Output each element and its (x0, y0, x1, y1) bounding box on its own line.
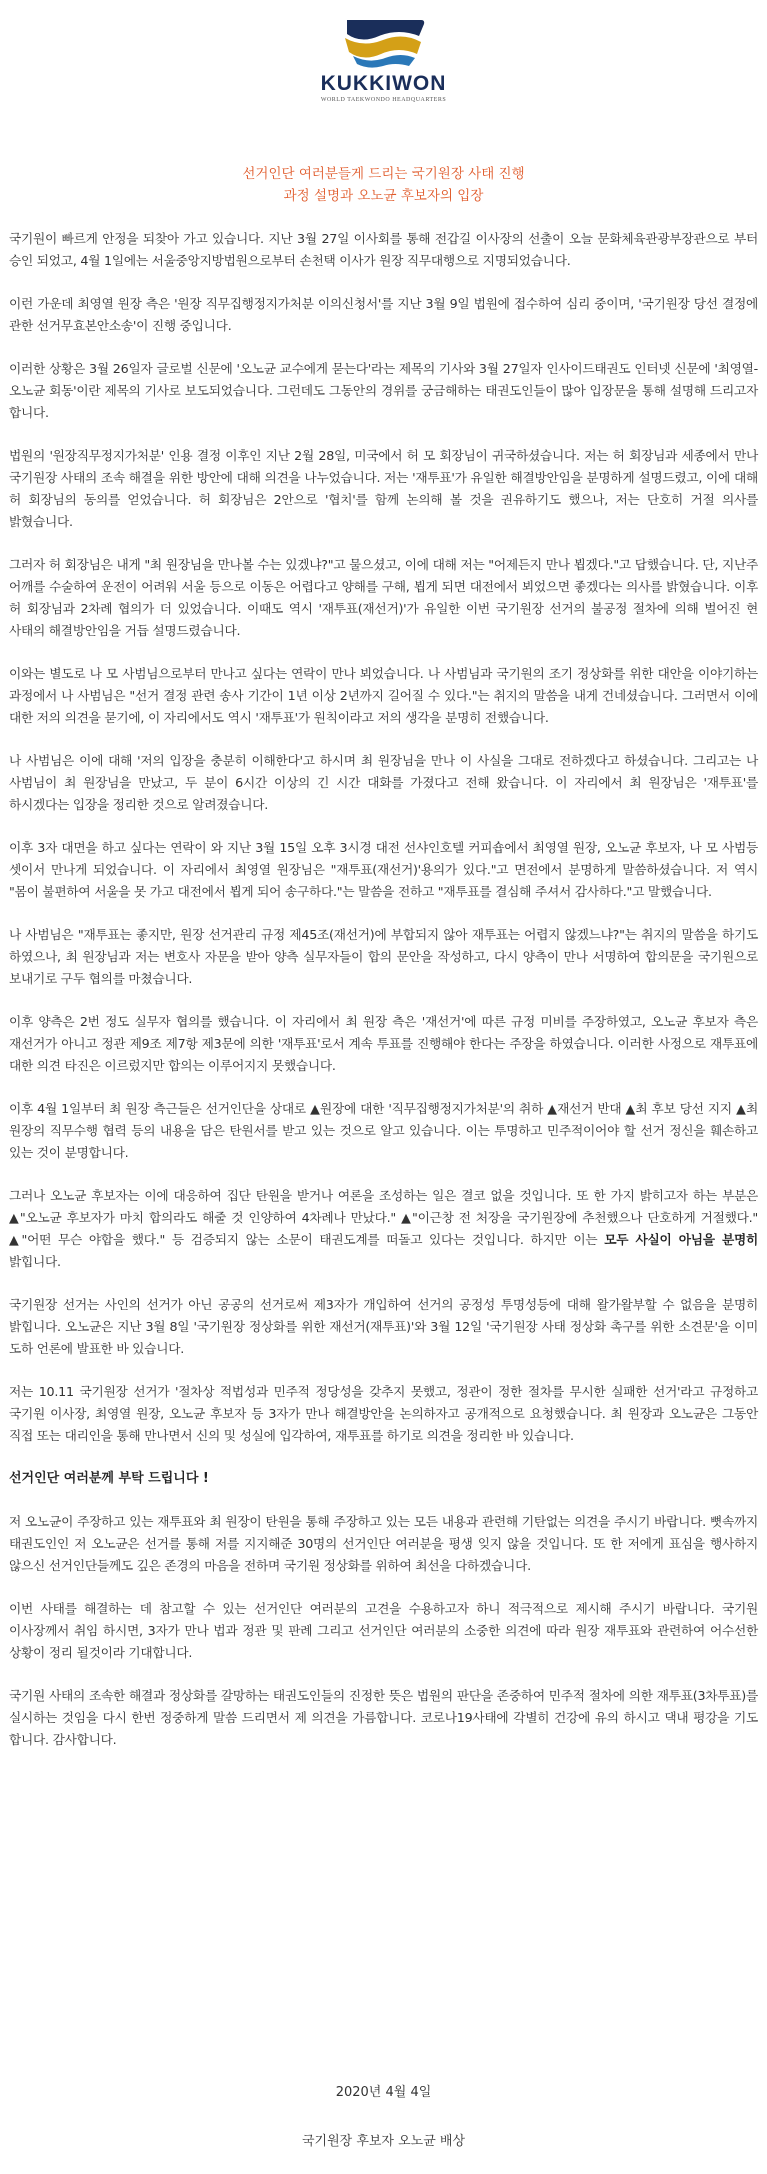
letter-paragraph: 법원의 '원장직무정지가처분' 인용 결정 이후인 지난 2월 28일, 미국에서 허 모 회장님이 귀국하셨습니다. 저는 허 회장님과 세종에서 만나 국기원장 사태의 조속 해결을 위한 방안에 대해 의견을 나누었습니다. 저는 '재투표'가 유일한 해결방안임을 분명하게 설명드렸고, 이에 대해 허 회장님의 동의를 얻었습니다. 허 회장님은 2안으로 '협치'를 함께 논의해 볼 것을 권유하기도 했으나, 저는 단호히 거절 의사를 밝혔습니다. (9, 448, 758, 529)
letter-date: 2020년 4월 4일 (335, 2085, 432, 2100)
document-title (0, 163, 767, 207)
letter-paragraph: 이와는 별도로 나 모 사범님으로부터 만나고 싶다는 연락이 만나 뵈었습니다. 나 사범님과 국기원의 조기 정상화를 위한 대안을 이야기하는 과정에서 나 사범님은 "선거 결정 관련 송사 기간이 1년 이상 2년까지 길어질 수 있다."는 취지의 말씀을 내게 건네셨습니다. 그러면서 이에 대한 저의 의견을 묻기에, 이 자리에서도 역시 '재투표'가 원칙이라고 저의 생각을 분명히 전했습니다. (9, 666, 758, 725)
logo-wordmark: KUKKIWON (320, 72, 447, 95)
letter-paragraph: 그러자 허 회장님은 내게 "최 원장님을 만나볼 수는 있겠냐?"고 물으셨고, 이에 대해 저는 "어제든지 만나 뵙겠다."고 답했습니다. 단, 지난주 어깨를 수술하여 운전이 어려워 서울 등으로 이동은 어렵다고 양해를 구해, 뵙게 되면 대전에서 뵈었으면 좋겠다는 의사를 밝혔습니다. 이후 허 회장님과 2차례 협의가 더 있었습니다. 이때도 역시 '재투표(재선거)'가 유일한 이번 국기원장 선거의 불공정 절차에 의해 벌어진 현 사태의 해결방안임을 거듭 설명드렸습니다. (9, 557, 758, 638)
title-line-2: 과정 설명과 오노균 후보자의 입장 (283, 188, 484, 204)
logo-subtext: WORLD TAEKWONDO HEADQUARTERS (320, 97, 447, 103)
letter-paragraph: 저 오노균이 주장하고 있는 재투표와 최 원장이 탄원을 통해 주장하고 있는 모든 내용과 관련해 기탄없는 의견을 주시기 바랍니다. 뼛속까지 태권도인인 저 오노균은 선거를 통해 저를 지지해준 30명의 선거인단 여러분을 평생 잊지 않을 것입니다. 또 한 저에게 표심을 행사하지 않으신 선거인단들께도 깊은 존경의 마음을 전하며 국기원 정상화를 위하여 최선을 다하겠습니다. (9, 1514, 758, 1573)
letter-paragraph: 국기원이 빠르게 안정을 되찾아 가고 있습니다. 지난 3월 27일 이사회를 통해 전갑길 이사장의 선출이 오늘 문화체육관광부장관으로 부터 승인 되었고, 4월 1일에는 서울중앙지방법원으로부터 손천택 이사가 원장 직무대행으로 지명되었습니다. (9, 231, 758, 268)
letter-paragraph: 이후 4월 1일부터 최 원장 측근들은 선거인단을 상대로 ▲원장에 대한 '직무집행정지가처분'의 취하 ▲재선거 반대 ▲최 후보 당선 지지 ▲최 원장의 직무수행 협력 등의 내용을 담은 탄원서를 받고 있는 것으로 알고 있습니다. 이는 투명하고 민주적이어야 할 선거 정신을 훼손하고 있는 것이 분명합니다. (9, 1101, 758, 1160)
appeal-heading: 선거인단 여러분께 부탁 드립니다 ! (9, 1471, 209, 1486)
letter-body (9, 228, 758, 1772)
letter-signature: 국기원장 후보자 오노균 배상 (301, 2134, 466, 2149)
letter-paragraph: 이런 가운데 최영열 원장 측은 '원장 직무집행정지가처분 이의신청서'를 지난 3월 9일 법원에 접수하여 심리 중이며, '국기원장 당선 결정에 관한 선거무효본안소송'이 진행 중입니다. (9, 296, 758, 333)
kukkiwon-emblem-icon (339, 14, 429, 70)
letter-paragraph: 저는 10.11 국기원장 선거가 '절차상 적법성과 민주적 정당성을 갖추지 못했고, 정관이 정한 절차를 무시한 실패한 선거'라고 규정하고 국기원 이사장, 최영열 원장, 오노균 후보자 등 3자가 만나 해결방안을 논의하자고 공개적으로 요청했습니다. 최 원장과 오노균은 그동안 직접 또는 대리인을 통해 만나면서 신의 및 성실에 입각하여, 재투표를 하기로 의견을 정리한 바 있습니다. (9, 1384, 758, 1443)
letter-paragraph: 이후 3자 대면을 하고 싶다는 연락이 와 지난 3월 15일 오후 3시경 대전 선샤인호텔 커피숍에서 최영열 원장, 오노균 후보자, 나 모 사범등 셋이서 만나게 되었습니다. 이 자리에서 최영열 원장님은 "재투표(재선거)'용의가 있다."고 면전에서 분명하게 말씀하셨습니다. 저 역시 "몸이 불편하여 서울을 못 가고 대전에서 뵙게 되어 송구하다."는 말씀을 전하고 "재투표를 결심해 주셔서 감사하다."고 말했습니다. (9, 840, 758, 899)
kukkiwon-logo (0, 14, 767, 103)
letter-paragraph: 그러나 오노균 후보자는 이에 대응하여 집단 탄원을 받거나 여론을 조성하는 일은 결코 없을 것입니다. 또 한 가지 밝히고자 하는 부분은 ▲"오노균 후보자가 마치 합의라도 해줄 것 인양하여 4차례나 만났다." ▲"이근창 전 처장을 국기원장에 추천했으나 단호하게 거절했다." ▲"어떤 무슨 야합을 했다." 등 검증되지 않는 소문이 태권도계를 떠돌고 있다는 것입니다. 하지만 이는 모두 사실이 아님을 분명히 밝힙니다. (9, 1188, 758, 1269)
letter-paragraph: 국기원장 선거는 사인의 선거가 아닌 공공의 선거로써 제3자가 개입하여 선거의 공정성 투명성등에 대해 왈가왈부할 수 없음을 분명히 밝힙니다. 오노균은 지난 3월 8일 '국기원장 정상화를 위한 재선거(재투표)'와 3월 12일 '국기원장 사태 정상화 촉구를 위한 소견문'을 이미 도하 언론에 발표한 바 있습니다. (9, 1297, 758, 1356)
letter-paragraph: 이러한 상황은 3월 26일자 글로벌 신문에 '오노균 교수에게 묻는다'라는 제목의 기사와 3월 27일자 인사이드태권도 인터넷 신문에 '최영열-오노균 회동'이란 제목의 기사로 보도되었습니다. 그런데도 그동안의 경위를 궁금해하는 태권도인들이 많아 입장문을 통해 설명해 드리고자 합니다. (9, 361, 758, 420)
title-line-1: 선거인단 여러분들게 드리는 국기원장 사태 진행 (242, 166, 525, 182)
letter-paragraph: 이후 양측은 2번 정도 실무자 협의를 했습니다. 이 자리에서 최 원장 측은 '재선거'에 따른 규정 미비를 주장하였고, 오노균 후보자 측은 재선거가 아니고 정관 제9조 제7항 제3문에 의한 '재투표'로서 계속 투표를 진행해야 한다는 주장을 하였습니다. 이러한 사정으로 재투표에 대한 의견 타진은 이르렀지만 합의는 이루어지지 못했습니다. (9, 1014, 758, 1073)
letter-paragraph: 나 사범님은 이에 대해 '저의 입장을 충분히 이해한다'고 하시며 최 원장님을 만나 이 사실을 그대로 전하겠다고 하셨습니다. 그리고는 나 사범님이 최 원장님을 만났고, 두 분이 6시간 이상의 긴 시간 대화를 가졌다고 전해 왔습니다. 이 자리에서 최 원장님은 '재투표'를 하시겠다는 입장을 정리한 것으로 알려졌습니다. (9, 753, 758, 812)
letter-paragraph: 국기원 사태의 조속한 해결과 정상화를 갈망하는 태권도인들의 진정한 뜻은 법원의 판단을 존중하여 민주적 절차에 의한 재투표(3차투표)를 실시하는 것임을 다시 한번 정중하게 말씀 드리면서 제 의견을 가름합니다. 코로나19사태에 각별히 건강에 유의 하시고 댁내 평강을 기도 합니다. 감사합니다. (9, 1688, 758, 1747)
letter-paragraph: 이번 사태를 해결하는 데 참고할 수 있는 선거인단 여러분의 고견을 수용하고자 하니 적극적으로 제시해 주시기 바랍니다. 국기원 이사장께서 취임 하시면, 3자가 만나 법과 정관 및 판례 그리고 선거인단 여러분의 소중한 의견에 따라 원장 재투표와 관련하여 어수선한 상황이 정리 될것이라 기대합니다. (9, 1601, 758, 1660)
letter-paragraph: 나 사범님은 "재투표는 좋지만, 원장 선거관리 규정 제45조(재선거)에 부합되지 않아 재투표는 어렵지 않겠느냐?"는 취지의 말씀을 하기도 하였으나, 최 원장님과 저는 변호사 자문을 받아 양측 실무자들이 합의 문안을 작성하고, 다시 양측이 만나 서명하여 합의문을 국기원으로 보내기로 구두 협의를 마쳤습니다. (9, 927, 758, 986)
